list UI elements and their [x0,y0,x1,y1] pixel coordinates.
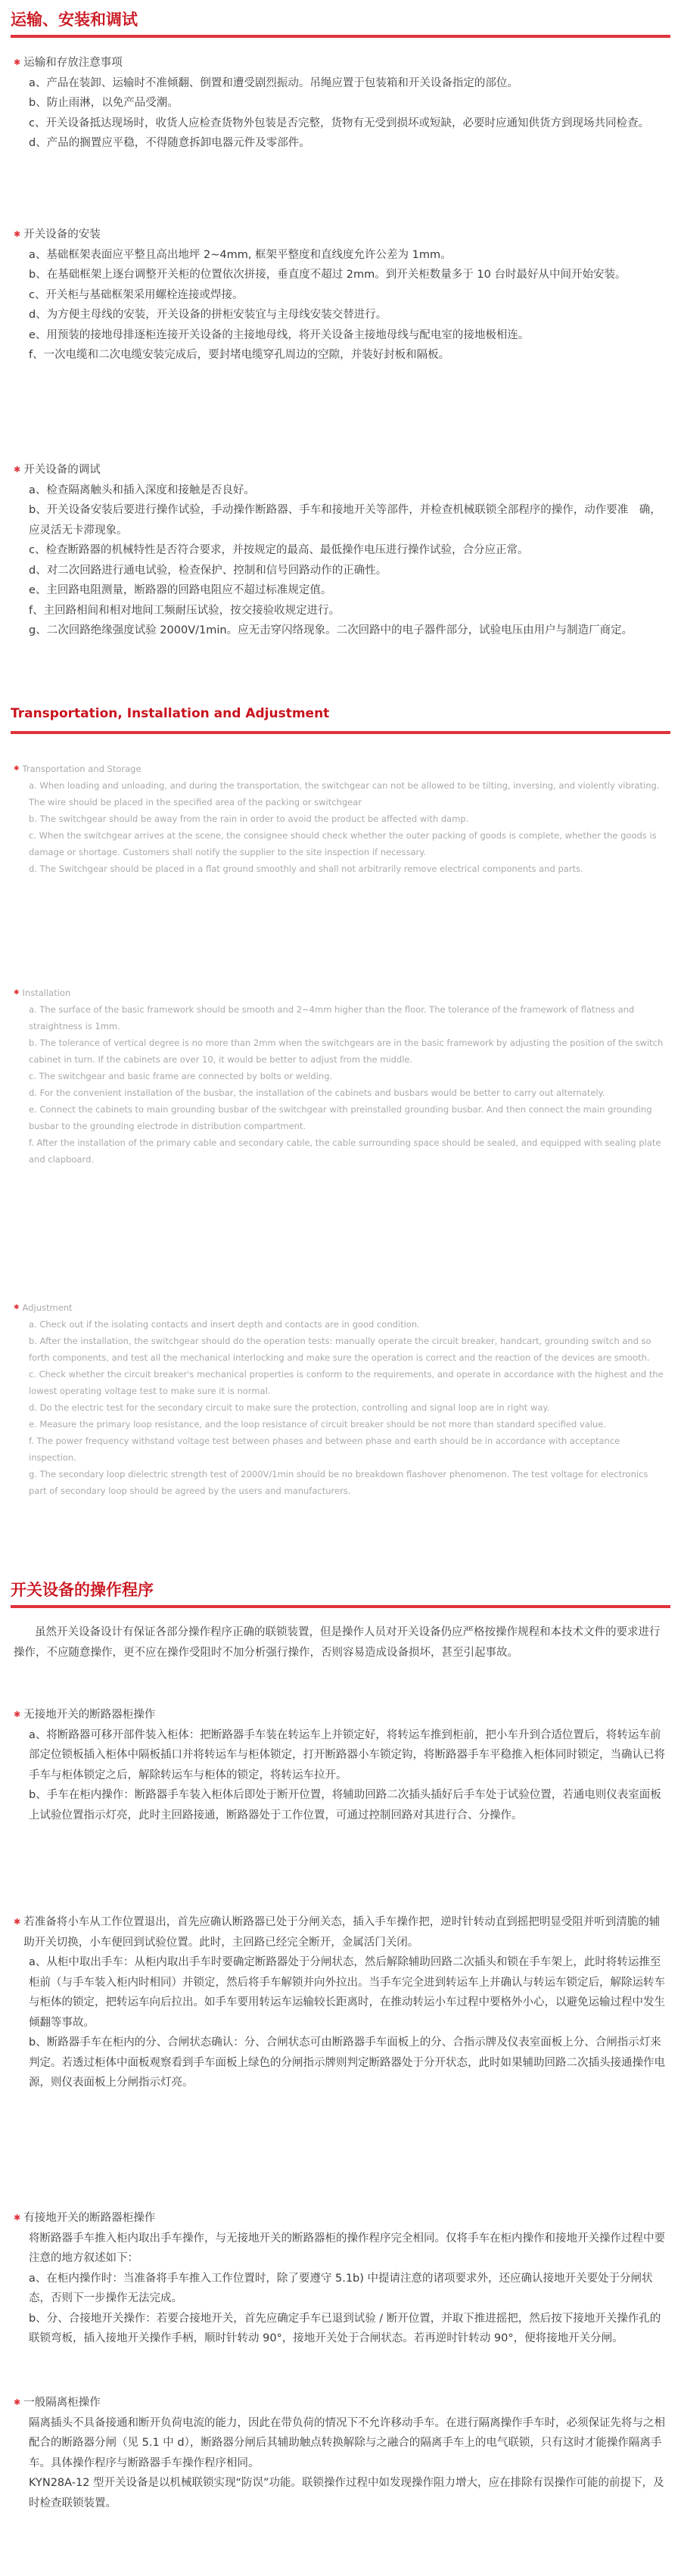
list-item: e. Measure the primary loop resistance, and the loop resistance of circuit breaker should be not more than standard specified value. [29,1419,606,1430]
list-item: c、检查断路器的机械特性是否符合要求，并按规定的最高、最低操作电压进行操作试验，合分应正常。 [29,544,529,556]
list-item: c. Check whether the circuit breaker's mechanical properties is conform to the requirements, and operate in accordance with the highest and the lowest operating voltage test to make sure it is normal. [29,1369,664,1396]
subsection-title: 一般隔离柜操作 [23,2397,101,2409]
installation-section-cn [14,225,666,366]
section-title-operation: 开关设备的操作程序 [11,1581,154,1599]
subsection-title: 有接地开关的断路器柜操作 [23,2212,156,2224]
list-item: d. The Switchgear should be placed in a flat ground smoothly and shall not arbitrarily remove electrical components and parts. [29,863,583,874]
earthing-switch-section [14,2208,666,2349]
list-item: e、用预装的接地母排逐柜连接开关设备的主接地母线，将开关设备主接地母线与配电室的接地极相连。 [29,328,530,341]
adjustment-section-cn [14,460,666,641]
title-divider [11,731,670,734]
star-bullet-icon: ✱ [14,58,21,67]
star-bullet-icon: ✱ [14,2213,21,2223]
section-title-transport-cn: 运输、安装和调试 [11,11,138,29]
star-bullet-icon: ✱ [14,1917,21,1927]
list-item: b、分、合接地开关操作：若要合接地开关，首先应确定手车已退到试验 / 断开位置，并取下推进摇把，然后按下接地开关操作孔的联锁弯板，插入接地开关操作手柄，顺时针转动 90°，接地开关处于合闸状态。若再逆时针转动 90°，便将接地开关分闸。 [29,2312,661,2344]
subsection-title: 运输和存放注意事项 [23,57,123,69]
list-item: b、断路器手车在柜内的分、合闸状态确认：分、合闸状态可由断路器手车面板上的分、合指示牌及仪表室面板上分、合闸指示灯来判定。若透过柜体中面板观察看到手车面板上绿色的分闸指示牌则判定断路器处于分开状态，此时如果辅助回路二次插头接通操作电源，则仪表面板上分闸指示灯亮。 [29,2036,665,2089]
list-item: a、在柜内操作时：当准备将手车推入工作位置时，除了要遵守 5.1b) 中提请注意的诸项要求外，还应确认接地开关要处于分闸状态，否则下一步操作无法完成。 [29,2272,653,2304]
subsection-title: 若准备将小车从工作位置退出，首先应确认断路器已处于分闸关态，插入手车操作把，逆时针转动直到摇把明显受阻并听到清脆的辅助开关切换，小车便回到试验位置。此时，主回路已经完全断开，金属活门关闭。 [23,1916,661,1949]
list-item: d、为方便主母线的安装，开关设备的拼柜安装宜与主母线安装交替进行。 [29,309,387,321]
list-item: e、主回路电阻测量，断路器的回路电阻应不超过标准规定值。 [29,584,332,596]
transport-storage-section-en [14,761,666,877]
list-item: a. Check out if the isolating contacts and insert depth and contacts are in good condition. [29,1319,420,1330]
subsection-title: 无接地开关的断路器柜操作 [23,1709,156,1721]
subsection-title: 开关设备的安装 [23,229,101,241]
list-item: a、从柜中取出手车：从柜内取出手车时要确定断路器处于分闸状态，然后解除辅助回路二次插头和锁在手车架上，此时将转运推至柜前（与手车装入柜内时相同）并锁定，然后将手车解锁并向外拉出。当手车完全进到转运车上并确认与转运车锁定后，解除运转车与柜体的锁定，把转运车向后拉出。如手车要用转运车运输较长距离时，在推动转运小车过程中要格外小心，以避免运输过程中发生倾翻等事故。 [29,1956,665,2029]
list-item: c. The switchgear and basic frame are connected by bolts or welding. [29,1071,333,1081]
star-bullet-icon: ✱ [14,989,20,997]
list-item: a. When loading and unloading, and during the transportation, the switchgear can not be allowed to be tilting, inversing, and violently vibrating. The wire should be placed in the specified area of the packing or switchgear [29,780,660,807]
list-item: b. The tolerance of vertical degree is no more than 2mm when the switchgears are in the basic framework by adjusting the position of the switch cabinet in turn. If the cabinets are over 10, it would be better to adjust from the middle. [29,1038,664,1065]
star-bullet-icon: ✱ [14,765,20,773]
list-item: b、手车在柜内操作：断路器手车装入柜体后即处于断开位置，将辅助回路二次插头插好后手车处于试验位置，若通电则仪表室面板上试验位置指示灯亮，此时主回路接通，断路器处于工作位置，可通过控制回路对其进行合、分操作。 [29,1789,661,1822]
list-item: e. Connect the cabinets to main grounding busbar of the switchgear with preinstalled grounding busbar. And then connect the main grounding busbar to the grounding electrode in distribution compartment. [29,1104,652,1131]
star-bullet-icon: ✱ [14,229,21,239]
list-item: b、开关设备安装后要进行操作试验，手动操作断路器、手车和接地开关等部件，并检查机械联锁全部程序的操作，动作要准 确，应灵活无卡滞现象。 [29,504,661,537]
subsection-title: Transportation and Storage [22,764,141,774]
withdraw-truck-section [14,1912,666,2093]
installation-section-en [14,985,666,1168]
list-item: g、二次回路绝缘强度试验 2000V/1min。应无击穿闪络现象。二次回路中的电子器件部分，试验电压由用户与制造厂商定。 [29,624,633,636]
list-item: f、主回路相间和相对地间工频耐压试验，按交接验收规定进行。 [29,604,340,617]
list-item: a、检查隔离触头和插入深度和接触是否良好。 [29,484,255,496]
subsection-title: Adjustment [22,1302,73,1313]
list-item: d. Do the electric test for the secondary circuit to make sure the protection, controlling and signal loop are in right way. [29,1402,550,1413]
star-bullet-icon: ✱ [14,1304,20,1311]
no-earthing-switch-section [14,1705,666,1825]
list-item: b、防止雨淋，以免产品受潮。 [29,97,179,109]
title-divider [11,1605,670,1608]
list-item: a、产品在装卸、运输时不准倾翻、倒置和遭受剧烈振动。吊绳应置于包装箱和开关设备指定的部位。 [29,76,518,89]
title-divider [11,35,670,38]
list-item: d、对二次回路进行通电试验，检查保护、控制和信号回路动作的正确性。 [29,564,387,577]
list-item: a、将断路器可移开部件装入柜体：把断路器手车装在转运车上并锁定好，将转运车推到柜前，把小车升到合适位置后，将转运车前部定位锁板插入柜体中隔板插口并将转运车与柜体锁定，打开断路器小车锁定钩，将断路器手车平稳推入柜体同时锁定，当确认已将手车与柜体锁定之后，解除转运车与柜体的锁定，将转运车拉开。 [29,1728,665,1781]
adjustment-section-en [14,1299,666,1499]
subsection-title: 开关设备的调试 [23,464,101,476]
list-item: b. After the installation, the switchgear should do the operation tests: manually operate the circuit breaker, handcart, grounding switch and so forth components, and test all the mechanical interlocking and make sure the operation is correct and the reaction of the devices are smooth. [29,1336,651,1363]
star-bullet-icon: ✱ [14,2397,21,2407]
list-item: c、开关柜与基础框架采用螺栓连接或焊接。 [29,288,244,301]
list-item: c、开关设备抵达现场时，收货人应检查货物外包装是否完整，货物有无受到损坏或短缺，必要时应通知供货方到现场共同检查。d、产品的搁置应平稳，不得随意拆卸电器元件及零部件。 [29,117,649,149]
list-item: f. After the installation of the primary cable and secondary cable, the cable surrounding space should be sealed, and equipped with sealing plate and clapboard. [29,1137,661,1165]
section-lead: 将断路器手车推入柜内取出手车操作，与无接地开关的断路器柜的操作程序完全相同。仅将手车在柜内操作和接地开关操作过程中要注意的地方叙述如下： [29,2232,665,2264]
star-bullet-icon: ✱ [14,465,21,474]
list-item: f、一次电缆和二次电缆安装完成后，要封堵电缆穿孔周边的空隙，并装好封板和隔板。 [29,349,450,361]
list-item: d. For the convenient installation of the busbar, the installation of the cabinets and busbars would be better to carry out alternately. [29,1087,605,1098]
section-title-transport-en: Transportation, Installation and Adjustment [11,706,330,721]
transport-storage-section-cn [14,53,666,154]
isolation-cabinet-section [14,2393,666,2513]
star-bullet-icon: ✱ [14,1710,21,1719]
paragraph: 隔离插头不具备接通和断开负荷电流的能力，因此在带负荷的情况下不允许移动手车。在进行隔离操作手车时，必须保证先将与之相配合的断路器分闸（见 5.1 中 d），断路器分闸后其辅助触点转换解除与之融合的隔离手车上的电气联锁，只有这时才能操作隔离手车。具体操作程序与断路器手车操作程序相同。 [29,2416,665,2469]
operation-intro: 虽然开关设备设计有保证各部分操作程序正确的联锁装置，但是操作人员对开关设备仍应严格按操作规程和本技术文件的要求进行操作，不应随意操作，更不应在操作受阻时不加分析强行操作，否则容易造成设备损坏，甚至引起事故。 [14,1626,661,1659]
list-item: a. The surface of the basic framework should be smooth and 2~4mm higher than the floor. The tolerance of the framework of flatness and straightness is 1mm. [29,1004,635,1031]
list-item: c. When the switchgear arrives at the scene, the consignee should check whether the outer packing of goods is complete, whether the goods is damage or shortage. Customers shall notify the supplier to the site inspection if necessary. [29,830,657,857]
list-item: b、在基础框架上逐台调整开关柜的位置依次拼接，垂直度不超过 2mm。到开关柜数量多于 10 台时最好从中间开始安装。 [29,269,627,281]
subsection-title: Installation [22,988,71,998]
list-item: g. The secondary loop dielectric strength test of 2000V/1min should be no breakdown flashover phenomenon. The test voltage for electronics part of secondary loop should be agreed by the users and manufacturers. [29,1469,648,1496]
list-item: a、基础框架表面应平整且高出地坪 2~4mm, 框架平整度和直线度允许公差为 1mm。 [29,248,452,261]
list-item: b. The switchgear should be away from the rain in order to avoid the product be affected with damp. [29,814,469,824]
paragraph: KYN28A-12 型开关设备是以机械联锁实现“防误”功能。联锁操作过程中如发现操作阻力增大，应在排除有误操作可能的前提下，及时检查联锁装置。 [29,2477,664,2509]
list-item: f. The power frequency withstand voltage test between phases and between phase and earth should be in accordance with acceptance inspection. [29,1436,620,1463]
